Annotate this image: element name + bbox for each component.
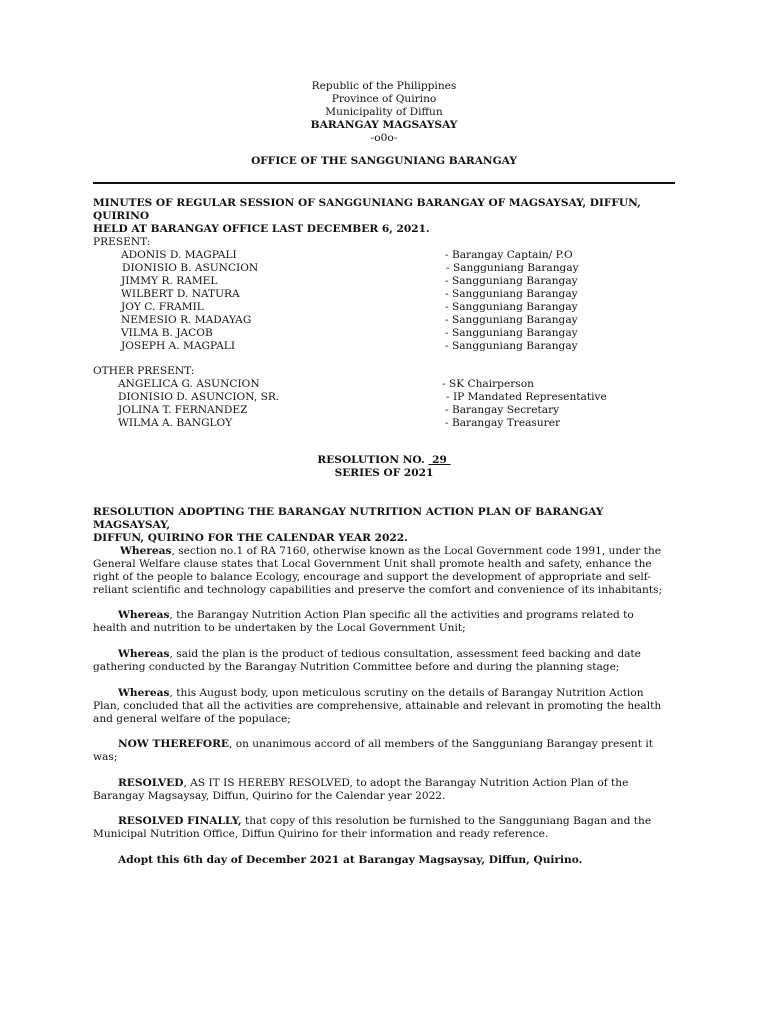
resolution-title [93,506,683,545]
member-name: ADONIS D. MAGPALI [121,249,237,261]
paragraph-lead: Whereas [118,648,170,660]
minutes-title-line: HELD AT BARANGAY OFFICE LAST DECEMBER 6, 2021. [93,222,430,235]
paragraph-line: that copy of this resolution be furnished to the Sangguniang Bagan and the [241,815,652,827]
paragraph-line: , on unanimous accord of all members of the Sangguniang Barangay present it [228,738,654,750]
minutes-title-line: MINUTES OF REGULAR SESSION OF SANGGUNIANG BARANGAY OF MAGSAYSAY, DIFFUN, QUIRINO [93,197,641,222]
whereas-paragraph-3 [93,648,683,674]
other-present-label: OTHER PRESENT: [93,365,195,377]
paragraph-line: Municipal Nutrition Office, Diffun Quirino for their information and ready reference. [93,827,549,840]
resolution-title-line: DIFFUN, QUIRINO FOR THE CALENDAR YEAR 2022. [93,531,408,544]
paragraph-line: gathering conducted by the Barangay Nutrition Committee before and during the planning stage; [93,660,620,673]
paragraph-line: Plan, concluded that all the activities are comprehensive, attainable and relevant in promoting the health [93,699,662,712]
resolved-finally-paragraph [93,815,683,841]
paragraph-line: , section no.1 of RA 7160, otherwise known as the Local Government code 1991, under the [171,545,662,557]
paragraph-line: , this August body, upon meticulous scrutiny on the details of Barangay Nutrition Action [169,687,644,699]
member-role: - Barangay Captain/ P.O [445,249,573,261]
resolution-number-value: 29 [432,454,447,466]
member-role: - Sangguniang Barangay [446,262,579,274]
letterhead-republic: Republic of the Philippines [311,80,457,92]
letterhead-municipality: Municipality of Diffun [325,105,443,118]
present-label: PRESENT: [93,236,151,248]
office-title: OFFICE OF THE SANGGUNIANG BARANGAY [251,155,517,167]
member-name: WILMA A. BANGLOY [118,417,233,429]
paragraph-line: right of the people to balance Ecology, encourage and support the development of appropriate and self- [93,570,651,583]
member-role: - Sangguniang Barangay [445,301,578,313]
member-role: - Sangguniang Barangay [445,314,578,326]
paragraph-line: , AS IT IS HEREBY RESOLVED, to adopt the Barangay Nutrition Action Plan of the [183,777,629,789]
resolved-paragraph [93,777,683,803]
paragraph-lead: Whereas [118,609,170,621]
paragraph-line: General Welfare clause states that Local Government Unit shall promote health and safety, enhance the [93,557,652,570]
letterhead-barangay: BARANGAY MAGSAYSAY [310,118,458,131]
member-name: WILBERT D. NATURA [121,288,240,300]
paragraph-line: health and nutrition to be undertaken by the Local Government Unit; [93,621,466,634]
member-name: JOSEPH A. MAGPALI [121,340,236,352]
member-role: - SK Chairperson [442,378,534,390]
member-name: JOY C. FRAMIL [121,301,204,313]
member-role: - Sangguniang Barangay [445,288,578,300]
member-name: VILMA B. JACOB [121,327,213,339]
now-therefore-paragraph [93,738,683,764]
whereas-paragraph-2 [93,609,683,635]
whereas-paragraph-1 [93,545,683,597]
minutes-title [93,197,683,236]
letterhead [0,80,768,145]
member-name: NEMESIO R. MADAYAG [121,314,252,326]
member-role: - IP Mandated Representative [446,391,607,403]
horizontal-rule [93,182,675,184]
member-name: JIMMY R. RAMEL [121,275,218,287]
member-name: JOLINA T. FERNANDEZ [118,404,248,416]
paragraph-line: Barangay Magsaysay, Diffun, Quirino for the Calendar year 2022. [93,789,446,802]
adoption-statement: Adopt this 6th day of December 2021 at Barangay Magsaysay, Diffun, Quirino. [118,854,583,866]
letterhead-ornament: -o0o- [370,131,398,144]
paragraph-lead: RESOLVED [118,777,184,789]
resolution-series: SERIES OF 2021 [334,466,434,479]
paragraph-line: was; [93,750,118,763]
paragraph-line: , the Barangay Nutrition Action Plan specific all the activities and programs related to [169,609,634,621]
member-role: - Barangay Secretary [445,404,560,416]
resolution-number [0,454,768,467]
member-name: ANGELICA G. ASUNCION [118,378,260,390]
paragraph-lead: Whereas [118,687,170,699]
paragraph-lead: Whereas [120,545,172,557]
paragraph-lead: RESOLVED FINALLY, [118,815,242,827]
member-name: DIONISIO D. ASUNCION, SR. [118,391,280,403]
resolution-heading [0,454,768,480]
member-role: - Barangay Treasurer [445,417,561,429]
resolution-number-label: RESOLUTION NO. [317,454,425,466]
letterhead-province: Province of Quirino [331,92,437,105]
whereas-paragraph-4 [93,687,683,726]
member-name: DIONISIO B. ASUNCION [122,262,259,274]
resolution-title-line: RESOLUTION ADOPTING THE BARANGAY NUTRITION ACTION PLAN OF BARANGAY MAGSAYSAY, [93,506,604,531]
paragraph-line: reliant scientific and technology capabilities and preserve the comfort and convenience of its inhabitants; [93,583,663,596]
member-role: - Sangguniang Barangay [445,275,578,287]
paragraph-line: and general welfare of the populace; [93,712,291,725]
member-role: - Sangguniang Barangay [445,340,578,352]
paragraph-lead: NOW THEREFORE [118,738,229,750]
member-role: - Sangguniang Barangay [445,327,578,339]
paragraph-line: , said the plan is the product of tedious consultation, assessment feed backing and date [169,648,641,660]
